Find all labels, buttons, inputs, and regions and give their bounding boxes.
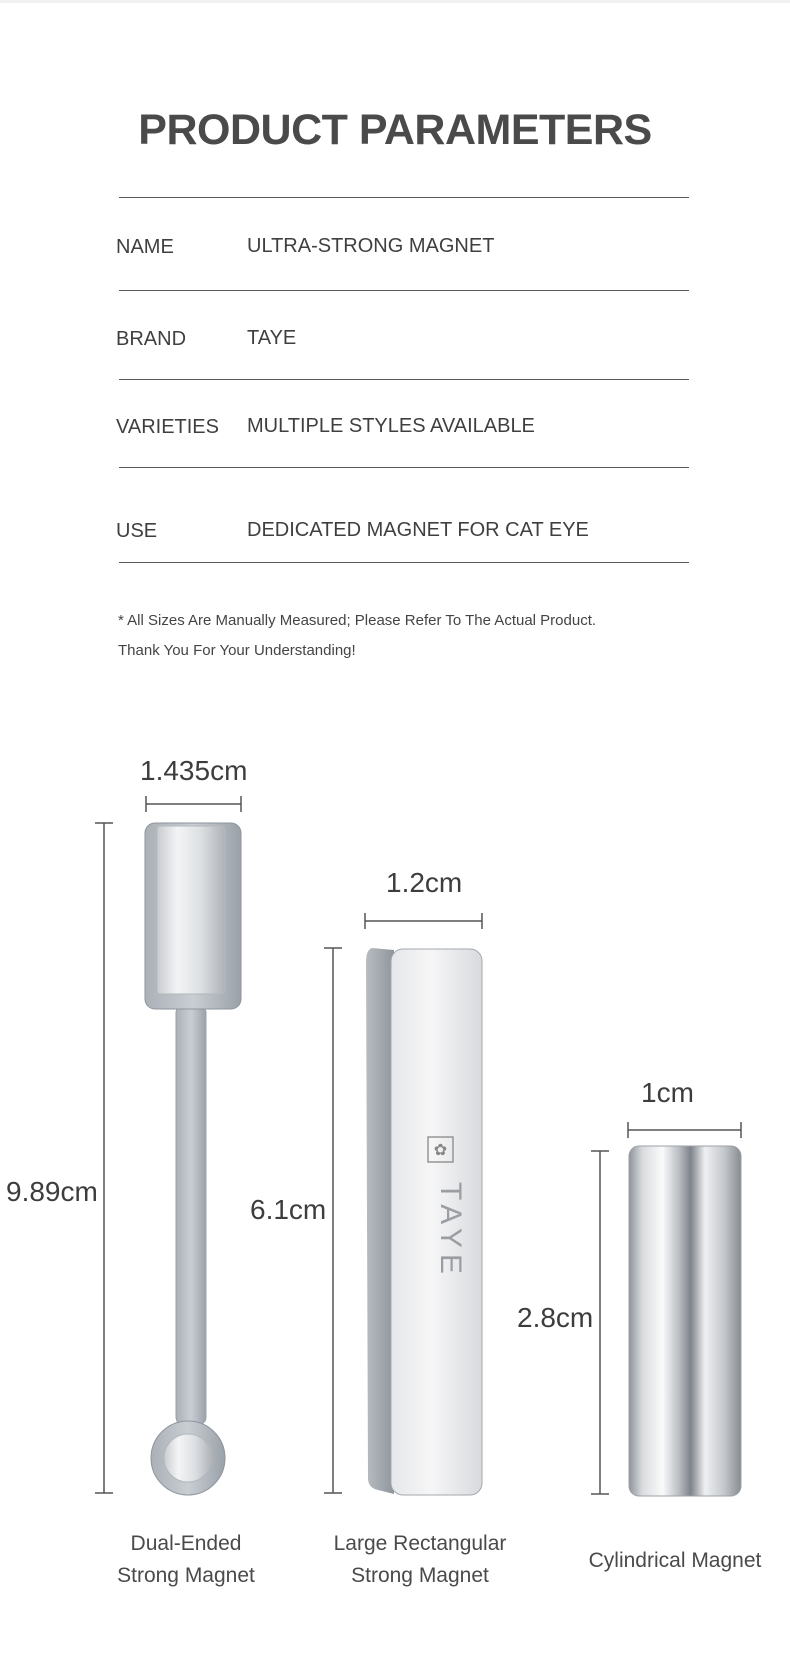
cyl-magnet-caption [575, 1545, 775, 1577]
dual-ended-magnet [95, 796, 241, 1495]
caption-line: Strong Magnet [351, 1564, 489, 1587]
rect-magnet-caption [320, 1528, 520, 1592]
width-dimension-line [146, 796, 241, 812]
height-dimension-line [324, 948, 342, 1493]
width-dimension-line [628, 1122, 741, 1138]
taye-engraving: TAYE [434, 1182, 467, 1280]
measurement-note: * All Sizes Are Manually Measured; Please Refer To The Actual Product. [118, 612, 597, 629]
page-title: PRODUCT PARAMETERS [138, 106, 652, 154]
caption-line: Cylindrical Magnet [588, 1549, 762, 1572]
width-dimension-line [365, 913, 482, 929]
dual-magnet-height-label: 9.89cm [6, 1176, 98, 1207]
rect-magnet-height-label: 6.1cm [250, 1194, 327, 1225]
param-label-varieties: VARIETIES [116, 416, 219, 438]
cyl-magnet-width-label: 1cm [641, 1077, 694, 1108]
dual-magnet-width-label: 1.435cm [140, 755, 248, 786]
caption-line: Strong Magnet [117, 1564, 255, 1587]
param-label-brand: BRAND [116, 328, 187, 350]
param-value-use: DEDICATED MAGNET FOR CAT EYE [247, 519, 589, 541]
cyl-magnet-height-label: 2.8cm [517, 1302, 594, 1333]
height-dimension-line [95, 823, 113, 1493]
thanks-note: Thank You For Your Understanding! [118, 642, 356, 659]
param-label-use: USE [116, 520, 158, 542]
cylindrical-magnet [591, 1122, 741, 1496]
param-value-name: ULTRA-STRONG MAGNET [247, 235, 495, 257]
rect-magnet-width-label: 1.2cm [386, 867, 463, 898]
rectangular-magnet [324, 913, 482, 1495]
svg-text:✿: ✿ [433, 1140, 448, 1159]
param-value-varieties: MULTIPLE STYLES AVAILABLE [247, 415, 535, 437]
caption-line: Dual-Ended [130, 1532, 242, 1555]
height-dimension-line [591, 1151, 609, 1494]
param-value-brand: TAYE [247, 327, 297, 349]
caption-line: Large Rectangular [333, 1532, 507, 1555]
param-label-name: NAME [116, 236, 174, 258]
dual-magnet-caption [86, 1528, 286, 1592]
